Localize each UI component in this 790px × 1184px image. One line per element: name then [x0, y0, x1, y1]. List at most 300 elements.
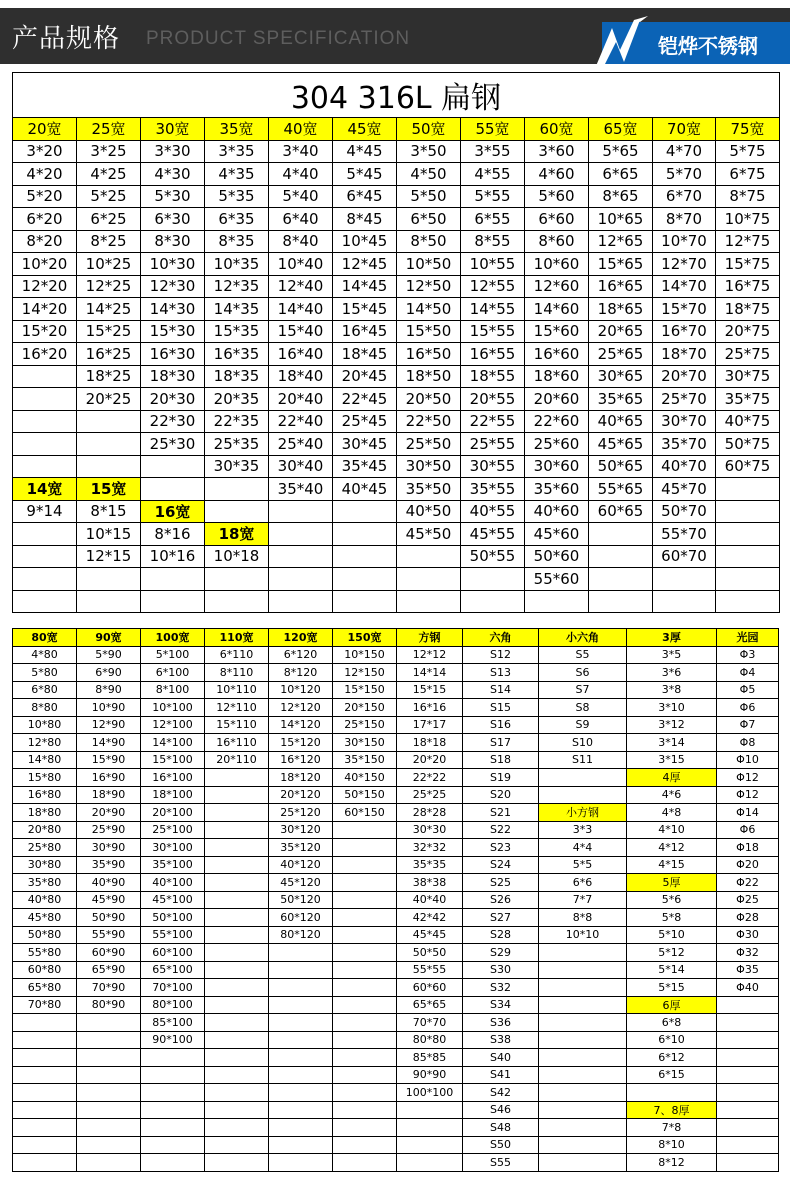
table-cell: 25*100 [141, 821, 205, 839]
table-cell [717, 1154, 779, 1172]
table-cell [269, 944, 333, 962]
table-cell: 10*90 [77, 699, 141, 717]
table-cell: 50*55 [461, 545, 525, 568]
table-cell: 6*60 [525, 208, 589, 231]
table-cell: S18 [463, 751, 539, 769]
table-cell: 50*60 [525, 545, 589, 568]
table-cell: 16*55 [461, 343, 525, 366]
table-cell: 12*40 [269, 275, 333, 298]
table-cell [205, 1136, 269, 1154]
table-cell: S13 [463, 664, 539, 682]
table-row [13, 433, 780, 456]
table-row [13, 455, 780, 478]
table-cell [333, 590, 397, 613]
table-cell: 45*65 [589, 433, 653, 456]
table-cell: 5*90 [77, 646, 141, 664]
table-cell [589, 545, 653, 568]
table-cell [13, 1066, 77, 1084]
table-cell [333, 568, 397, 591]
table-cell: 6*10 [627, 1031, 717, 1049]
table-cell: 15宽 [77, 478, 141, 501]
table-cell: 30*90 [77, 839, 141, 857]
table-row [13, 545, 780, 568]
table-cell: 8*45 [333, 208, 397, 231]
table-cell: 50*100 [141, 909, 205, 927]
table-cell: 40*65 [589, 410, 653, 433]
table-cell: 15*100 [141, 751, 205, 769]
table-cell: 5*65 [589, 140, 653, 163]
table-cell: 18*120 [269, 769, 333, 787]
table-cell: 8*50 [397, 230, 461, 253]
table-cell: S22 [463, 821, 539, 839]
table-cell: 12*70 [653, 253, 716, 276]
table-cell: 20*55 [461, 388, 525, 411]
table-cell [333, 909, 397, 927]
table-cell: 15*120 [269, 734, 333, 752]
column-header: 方钢 [397, 629, 463, 647]
table-cell: S10 [539, 734, 627, 752]
table-cell: 45*80 [13, 909, 77, 927]
table-cell: 10*55 [461, 253, 525, 276]
table-cell: 25*50 [397, 433, 461, 456]
table-cell [77, 433, 141, 456]
table-cell: Φ32 [717, 944, 779, 962]
table-cell: 3*14 [627, 734, 717, 752]
table-cell [397, 568, 461, 591]
table-cell: 3*40 [269, 140, 333, 163]
table-cell [333, 996, 397, 1014]
table-cell: 8*25 [77, 230, 141, 253]
table-cell: 10*25 [77, 253, 141, 276]
table-cell: 25*60 [525, 433, 589, 456]
table-row [13, 891, 779, 909]
table-cell: Φ18 [717, 839, 779, 857]
table-cell [13, 410, 77, 433]
table-cell [627, 1084, 717, 1102]
table-cell [205, 478, 269, 501]
table-row [13, 961, 779, 979]
table-cell: 42*42 [397, 909, 463, 927]
table-cell: 35*50 [397, 478, 461, 501]
table-cell [205, 979, 269, 997]
table-cell: 5*20 [13, 185, 77, 208]
table-cell: 30*100 [141, 839, 205, 857]
table-cell: S7 [539, 681, 627, 699]
table-cell: 20*60 [525, 388, 589, 411]
table-cell [269, 1066, 333, 1084]
table-cell [269, 996, 333, 1014]
table-cell: 17*17 [397, 716, 463, 734]
table-cell: 6*12 [627, 1049, 717, 1067]
table-cell [333, 856, 397, 874]
table-cell: 25*65 [589, 343, 653, 366]
table-cell: 35*45 [333, 455, 397, 478]
table-cell: 20*120 [269, 786, 333, 804]
table-cell: 8*90 [77, 681, 141, 699]
table-cell: 14*120 [269, 716, 333, 734]
table-cell [77, 1049, 141, 1067]
table-cell [539, 1049, 627, 1067]
table-cell [539, 786, 627, 804]
table-cell: 18*30 [141, 365, 205, 388]
table-cell: 5*55 [461, 185, 525, 208]
table-cell: Φ8 [717, 734, 779, 752]
table-cell: 15*35 [205, 320, 269, 343]
table-cell [717, 1084, 779, 1102]
table-cell: 4*55 [461, 163, 525, 186]
table-cell [13, 1119, 77, 1137]
table-cell: 12*20 [13, 275, 77, 298]
table-cell [141, 455, 205, 478]
column-header: 20宽 [13, 118, 77, 141]
table-cell [205, 961, 269, 979]
table-cell [13, 523, 77, 546]
table-cell: 12*25 [77, 275, 141, 298]
table-row [13, 856, 779, 874]
table-cell: 25*55 [461, 433, 525, 456]
brand-badge [602, 22, 790, 64]
table-cell: S28 [463, 926, 539, 944]
table-cell: 小方钢 [539, 804, 627, 822]
table-cell: 80*90 [77, 996, 141, 1014]
table-cell: 22*45 [333, 388, 397, 411]
table-cell: Φ30 [717, 926, 779, 944]
table-cell: 25*75 [716, 343, 780, 366]
table-cell: 14*40 [269, 298, 333, 321]
table-cell: 35*55 [461, 478, 525, 501]
table-cell: S32 [463, 979, 539, 997]
table-cell [77, 1136, 141, 1154]
table-cell: 15*40 [269, 320, 333, 343]
table-row [13, 664, 779, 682]
table-cell: 40*40 [397, 891, 463, 909]
table-cell [13, 1014, 77, 1032]
table-cell [539, 1014, 627, 1032]
table-cell: 25*70 [653, 388, 716, 411]
table-cell: 15*70 [653, 298, 716, 321]
table-cell: 45*45 [397, 926, 463, 944]
table-cell: 16*100 [141, 769, 205, 787]
table-cell: S46 [463, 1101, 539, 1119]
table-cell: Φ10 [717, 751, 779, 769]
table-cell: 5*8 [627, 909, 717, 927]
table-cell: 5*6 [627, 891, 717, 909]
table-cell: 6*100 [141, 664, 205, 682]
table-cell: 30*120 [269, 821, 333, 839]
table-cell [205, 1154, 269, 1172]
page-header [0, 8, 790, 64]
table-cell [539, 979, 627, 997]
table-row [13, 1154, 779, 1172]
table-row [13, 944, 779, 962]
column-header: 60宽 [525, 118, 589, 141]
table-cell: 12*30 [141, 275, 205, 298]
table-cell [269, 961, 333, 979]
table-row [13, 646, 779, 664]
table-cell [205, 500, 269, 523]
table-cell: S9 [539, 716, 627, 734]
table-cell: 8*8 [539, 909, 627, 927]
table-cell: 3*50 [397, 140, 461, 163]
table-cell: 3*5 [627, 646, 717, 664]
table-cell: 25*25 [397, 786, 463, 804]
table-cell [717, 1101, 779, 1119]
table-cell: 5*80 [13, 664, 77, 682]
table-cell: 20*35 [205, 388, 269, 411]
table-cell [13, 1084, 77, 1102]
table-cell [716, 500, 780, 523]
table-cell: Φ35 [717, 961, 779, 979]
table-row [13, 821, 779, 839]
table-cell [77, 1066, 141, 1084]
table-cell: 35*60 [525, 478, 589, 501]
table-row [13, 1101, 779, 1119]
table-cell: 85*85 [397, 1049, 463, 1067]
table-cell: 16*20 [13, 343, 77, 366]
table-cell [397, 1101, 463, 1119]
table-cell: 14*45 [333, 275, 397, 298]
table-cell: 20*80 [13, 821, 77, 839]
table-cell: 35*150 [333, 751, 397, 769]
table-cell [77, 1014, 141, 1032]
table-row [13, 253, 780, 276]
column-header: 小六角 [539, 629, 627, 647]
table-cell: 45*60 [525, 523, 589, 546]
table-cell: 35*65 [589, 388, 653, 411]
table-cell: 16*120 [269, 751, 333, 769]
table-cell: 14*90 [77, 734, 141, 752]
table-cell: S21 [463, 804, 539, 822]
table-cell: S20 [463, 786, 539, 804]
table-cell: 9*14 [13, 500, 77, 523]
table-cell: 30*75 [716, 365, 780, 388]
table-cell: 4*8 [627, 804, 717, 822]
column-header: 70宽 [653, 118, 716, 141]
table-cell: 6*120 [269, 646, 333, 664]
table-cell: 10*10 [539, 926, 627, 944]
table-cell: 18*70 [653, 343, 716, 366]
table-cell [717, 1136, 779, 1154]
table-row [13, 185, 780, 208]
table-cell: 18宽 [205, 523, 269, 546]
table-cell: 25*30 [141, 433, 205, 456]
table-cell: 20*65 [589, 320, 653, 343]
table-cell: 18*45 [333, 343, 397, 366]
table-cell: 45*55 [461, 523, 525, 546]
table-cell: 40*120 [269, 856, 333, 874]
table-cell: 8*100 [141, 681, 205, 699]
table-row [13, 699, 779, 717]
table-cell: 20*100 [141, 804, 205, 822]
table-cell: 15*55 [461, 320, 525, 343]
table-cell: 16宽 [141, 500, 205, 523]
table-cell [205, 926, 269, 944]
table-cell: 6*15 [627, 1066, 717, 1084]
table-cell [205, 1014, 269, 1032]
table-cell: 4*40 [269, 163, 333, 186]
table-cell: 16*40 [269, 343, 333, 366]
table-cell [77, 410, 141, 433]
table-cell [333, 839, 397, 857]
table-cell: 28*28 [397, 804, 463, 822]
table-cell [333, 1031, 397, 1049]
table-cell [13, 1154, 77, 1172]
table-row [13, 926, 779, 944]
table-cell: 20*70 [653, 365, 716, 388]
table-cell [539, 1136, 627, 1154]
table-cell: 7*7 [539, 891, 627, 909]
table-cell: 40*55 [461, 500, 525, 523]
table-cell: 5*14 [627, 961, 717, 979]
table-cell: 65*90 [77, 961, 141, 979]
table-cell: 16*75 [716, 275, 780, 298]
table-cell: 14*60 [525, 298, 589, 321]
table-cell: 18*25 [77, 365, 141, 388]
table-cell: 40*100 [141, 874, 205, 892]
table-cell: 3*25 [77, 140, 141, 163]
table-cell: 70*80 [13, 996, 77, 1014]
table-cell [141, 478, 205, 501]
table-cell: 10*80 [13, 716, 77, 734]
table-cell [716, 568, 780, 591]
table-cell: Φ20 [717, 856, 779, 874]
table-cell [461, 590, 525, 613]
table-cell: 5*10 [627, 926, 717, 944]
table-cell: 12*90 [77, 716, 141, 734]
table-cell [539, 1101, 627, 1119]
table-cell [141, 1119, 205, 1137]
table-cell: 3*15 [627, 751, 717, 769]
table-cell: 5*35 [205, 185, 269, 208]
table-cell [333, 1136, 397, 1154]
table-row [13, 1119, 779, 1137]
table-cell: S25 [463, 874, 539, 892]
table-cell: 4*20 [13, 163, 77, 186]
table-cell: 12*150 [333, 664, 397, 682]
table-cell: 5*15 [627, 979, 717, 997]
brand-name: 铠烨不锈钢 [658, 34, 758, 58]
table-cell: 10*35 [205, 253, 269, 276]
table-cell: Φ12 [717, 786, 779, 804]
table-cell: 10*20 [13, 253, 77, 276]
table-cell: 70*100 [141, 979, 205, 997]
table-cell: 10*60 [525, 253, 589, 276]
column-header: 50宽 [397, 118, 461, 141]
table-cell: 40*150 [333, 769, 397, 787]
table-cell: 10*150 [333, 646, 397, 664]
table-cell [77, 1101, 141, 1119]
table-cell: 35*40 [269, 478, 333, 501]
table-cell: 14*70 [653, 275, 716, 298]
table-cell [653, 568, 716, 591]
table-cell: Φ22 [717, 874, 779, 892]
table-cell: S48 [463, 1119, 539, 1137]
table-cell [205, 856, 269, 874]
table-cell [461, 568, 525, 591]
table-cell: 25*90 [77, 821, 141, 839]
table-cell: 5厚 [627, 874, 717, 892]
table-cell: 30*30 [397, 821, 463, 839]
table-cell: 12*15 [77, 545, 141, 568]
table-cell: 15*15 [397, 681, 463, 699]
table-cell: 12*110 [205, 699, 269, 717]
table-cell [539, 961, 627, 979]
table-cell: 8*110 [205, 664, 269, 682]
table-cell: 20*110 [205, 751, 269, 769]
table-cell: 40*75 [716, 410, 780, 433]
table-cell [716, 545, 780, 568]
table-cell: 50*70 [653, 500, 716, 523]
table-cell: 4*15 [627, 856, 717, 874]
table-cell: 12*12 [397, 646, 463, 664]
table-cell: 8*10 [627, 1136, 717, 1154]
table-cell: 25*35 [205, 433, 269, 456]
table-cell [77, 1031, 141, 1049]
table-row [13, 410, 780, 433]
table-cell: 5*100 [141, 646, 205, 664]
table-cell: 4*50 [397, 163, 461, 186]
table-cell: 15*150 [333, 681, 397, 699]
table-cell: 7、8厚 [627, 1101, 717, 1119]
table-cell: 16*90 [77, 769, 141, 787]
table-cell: 14*50 [397, 298, 461, 321]
table-cell [13, 433, 77, 456]
table-cell: 12*100 [141, 716, 205, 734]
table-cell: S5 [539, 646, 627, 664]
table-cell [269, 1154, 333, 1172]
table-cell: 30*150 [333, 734, 397, 752]
table-cell: Φ3 [717, 646, 779, 664]
table-cell: 20*20 [397, 751, 463, 769]
table-cell [205, 874, 269, 892]
table-cell: S34 [463, 996, 539, 1014]
table-cell: 20*25 [77, 388, 141, 411]
table-cell [205, 1049, 269, 1067]
table-cell: 12*55 [461, 275, 525, 298]
table-cell: 6*45 [333, 185, 397, 208]
table-cell: 5*50 [397, 185, 461, 208]
table-cell [13, 365, 77, 388]
table-cell: 16*35 [205, 343, 269, 366]
table-cell: 4*60 [525, 163, 589, 186]
table-cell: 15*90 [77, 751, 141, 769]
table-cell: 10*75 [716, 208, 780, 231]
table-cell [205, 909, 269, 927]
table-cell: S6 [539, 664, 627, 682]
table-cell: 30*40 [269, 455, 333, 478]
table-cell [589, 568, 653, 591]
table-cell: 4*70 [653, 140, 716, 163]
table-cell [333, 500, 397, 523]
table-cell: Φ4 [717, 664, 779, 682]
table-cell: S55 [463, 1154, 539, 1172]
table-row [13, 979, 779, 997]
table-row [13, 1066, 779, 1084]
table-cell: 5*70 [653, 163, 716, 186]
table-row [13, 734, 779, 752]
bar-steel-table [12, 628, 779, 1172]
table-cell: 60*65 [589, 500, 653, 523]
table-cell: Φ6 [717, 699, 779, 717]
table-cell: 3*10 [627, 699, 717, 717]
table-cell: 15*75 [716, 253, 780, 276]
table-cell: 16*16 [397, 699, 463, 717]
table-cell: 60*90 [77, 944, 141, 962]
table-title: 304 316L 扁钢 [13, 73, 780, 118]
table-row [13, 1031, 779, 1049]
table-cell [539, 1031, 627, 1049]
table-cell [717, 1031, 779, 1049]
